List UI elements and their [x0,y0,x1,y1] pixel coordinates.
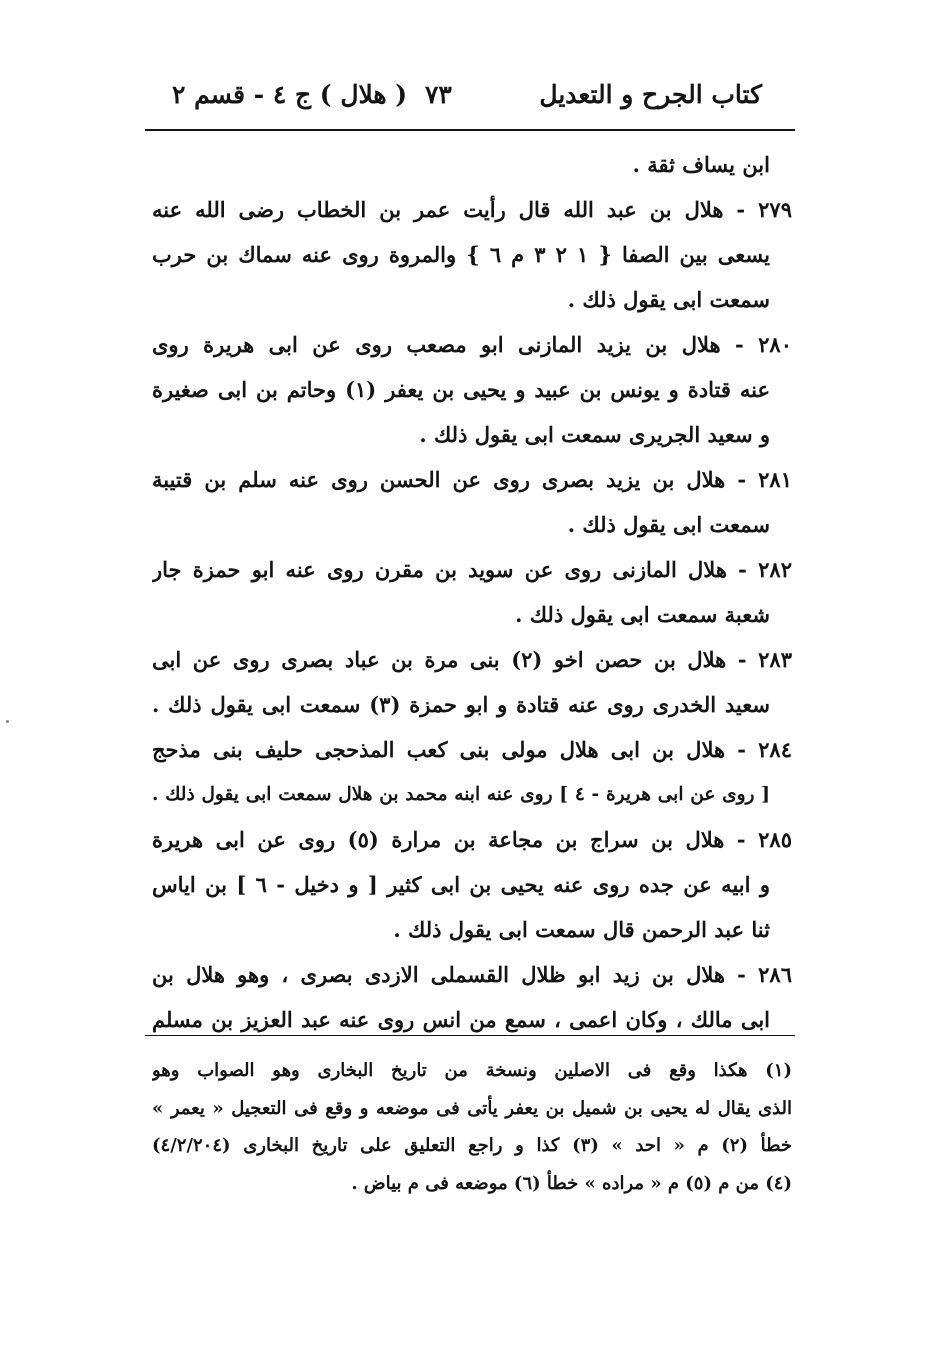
entry-285-line: ٢٨٥ - هلال بن سراج بن مجاعة بن مرارة (٥) روى عن ابى هريرة [152,827,792,852]
footnote-line: الذى يقال له يحيى بن شميل بن يعفر يأتى فى موضعه و وقع فى التعجيل « يعمر » [152,1097,792,1119]
section-label: ( هلال ) ج ٤ - قسم ٢ [172,80,408,109]
footnote-rule [145,1035,795,1036]
entry-286-line: ٢٨٦ - هلال بن زيد ابو ظلال القسملى الازدى بصرى ، وهو هلال بن [152,962,792,987]
text-line: يسعى بين الصفا { ١ ٢ ٣ م ٦ } والمروة روى عنه سماك بن حرب [152,242,771,267]
entry-279-line: ٢٧٩ - هلال بن عبد الله قال رأيت عمر بن الخطاب رضى الله عنه [152,197,792,222]
text-line: و ابيه عن جده روى عنه يحيى بن ابى كثير [ و دخيل - ٦ ] بن اياس [152,872,770,897]
entry-282-line: ٢٨٢ - هلال المازنى روى عن سويد بن مقرن روى عنه ابو حمزة جار [152,557,792,582]
text-line: ابن يساف ثقة . [632,152,770,177]
footnote-line: (١) هكذا وقع فى الاصلين ونسخة من تاريخ البخارى وهو الصواب وهو [152,1060,792,1081]
entry-280-line: ٢٨٠ - هلال بن يزيد المازنى ابو مصعب روى عن ابى هريرة روى [152,332,792,357]
footnote-line: (٤) من م (٥) م « مراده » خطأ (٦) موضعه فى م بياض . [351,1172,792,1194]
header-rule [145,129,795,131]
text-line: شعبة سمعت ابى يقول ذلك . [515,602,770,627]
text-line: ابى مالك ، وكان اعمى ، سمع من انس روى عنه عبد العزيز بن مسلم [152,1007,770,1032]
text-line: [ روى عن ابى هريرة - ٤ ] روى عنه ابنه محمد بن هلال سمعت ابى يقول ذلك . [152,784,770,805]
page-number: ٧٣ [425,80,452,109]
footnote-line: خطأ (٢) م « احد » (٣) كذا و راجع التعليق على تاريخ البخارى (٤/٢/٢٠٤) [152,1135,792,1156]
text-line: عنه قتادة و يونس بن عبيد و يحيى بن يعفر (١) وحاتم بن ابى صغيرة [152,377,770,402]
text-line: سعيد الخدرى روى عنه قتادة و ابو حمزة (٣) سمعت ابى يقول ذلك . [152,692,770,717]
book-title: كتاب الجرح و التعديل [539,80,762,109]
text-line: ثنا عبد الرحمن قال سمعت ابى يقول ذلك . [393,917,770,942]
text-line: سمعت ابى يقول ذلك . [567,512,770,537]
text-line: و سعيد الجريرى سمعت ابى يقول ذلك . [419,422,770,447]
scan-speck [6,720,9,723]
text-line: سمعت ابى يقول ذلك . [567,287,770,312]
footnotes [152,1052,792,1202]
body-text [152,142,792,1041]
entry-283-line: ٢٨٣ - هلال بن حصن اخو (٢) بنى مرة بن عباد بصرى روى عن ابى [152,647,792,672]
entry-281-line: ٢٨١ - هلال بن يزيد بصرى روى عن الحسن روى عنه سلم بن قتيبة [152,467,792,492]
entry-284-line: ٢٨٤ - هلال بن ابى هلال مولى بنى كعب المذحجى حليف بنى مذحج [152,737,792,762]
running-header [150,74,790,124]
